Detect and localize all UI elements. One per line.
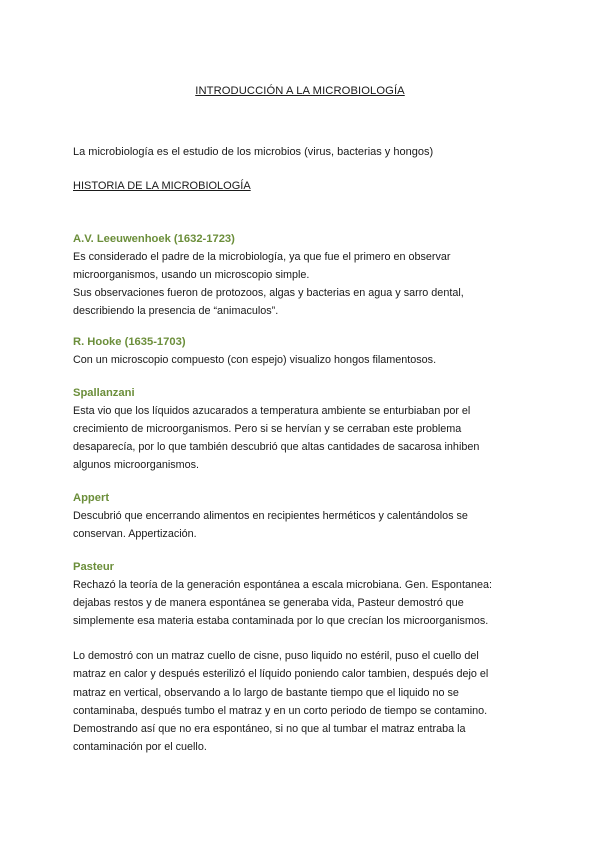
section-heading: Appert (73, 492, 110, 504)
paragraph-line: contaminación por el cuello. (73, 741, 207, 754)
paragraph-line: matraz en vertical, observando a lo largo de bastante tiempo que el liquido no se (73, 686, 459, 699)
intro-text: La microbiología es el estudio de los microbios (virus, bacterias y hongos) (73, 146, 434, 158)
section-heading: Spallanzani (73, 387, 135, 399)
paragraph-line: matraz en calor y después esterilizó el líquido poniendo calor tambien, después dejo el (73, 668, 489, 681)
section-appert (73, 490, 533, 543)
section-spallanzani (73, 385, 533, 474)
section-line: algunos microorganismos. (73, 459, 200, 471)
section-line: Descubrió que encerrando alimentos en recipientes herméticos y calentándolos se (73, 510, 468, 522)
section-heading: R. Hooke (1635-1703) (73, 336, 186, 348)
pasteur-experiment-paragraph (73, 647, 533, 757)
section-line: Con un microscopio compuesto (con espejo) visualizo hongos filamentosos. (73, 354, 437, 366)
section-heading: A.V. Leeuwenhoek (1632-1723) (73, 233, 235, 245)
section-line: desaparecía, por lo que también descubrió que altas cantidades de sacarosa inhiben (73, 441, 480, 453)
section-line: Rechazó la teoría de la generación espontánea a escala microbiana. Gen. Espontanea: (73, 579, 492, 591)
section-pasteur (73, 559, 533, 630)
section-line: Esta vio que los líquidos azucarados a temperatura ambiente se enturbiaban por el (73, 405, 471, 417)
history-heading: HISTORIA DE LA MICROBIOLOGÍA (73, 180, 251, 192)
section-line: Es considerado el padre de la microbiología, ya que fue el primero en observar (73, 251, 451, 263)
section-leeuwenhoek (73, 231, 533, 320)
section-line: dejabas restos y de manera espontánea se generaba vida, Pasteur demostró que (73, 597, 464, 609)
section-line: simplemente esa materia estaba contaminada por lo que crecían los microorganismos. (73, 615, 489, 627)
section-heading: Pasteur (73, 561, 115, 573)
section-line: describiendo la presencia de “animaculos”. (73, 305, 279, 317)
section-hooke (73, 334, 533, 369)
document-title: INTRODUCCIÓN A LA MICROBIOLOGÍA (195, 85, 405, 97)
paragraph-line: contaminaba, después tumbo el matraz y en un corto periodo de tiempo se contamino. (73, 704, 488, 717)
section-line: microorganismos, usando un microscopio simple. (73, 269, 310, 281)
section-line: crecimiento de microorganismos. Pero si se hervían y se cerraban este problema (73, 423, 462, 435)
paragraph-line: Demostrando así que no era espontáneo, si no que al tumbar el matraz entraba la (73, 723, 466, 736)
section-line: Sus observaciones fueron de protozoos, algas y bacterias en agua y sarro dental, (73, 287, 464, 299)
section-line: conservan. Appertización. (73, 528, 197, 540)
paragraph-line: Lo demostró con un matraz cuello de cisne, puso liquido no estéril, puso el cuello del (73, 650, 479, 662)
